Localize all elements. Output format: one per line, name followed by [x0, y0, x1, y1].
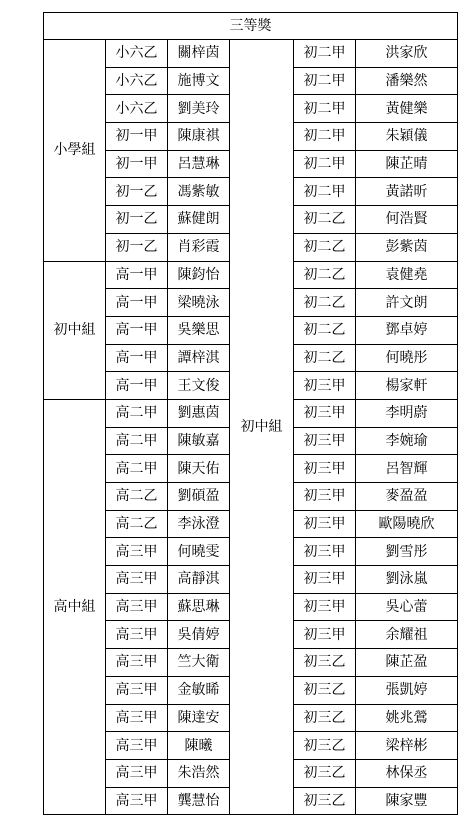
left-class-cell: 高三甲	[106, 732, 168, 760]
left-class-cell: 小六乙	[106, 67, 168, 95]
award-table	[43, 12, 458, 815]
right-class-cell: 初二甲	[294, 178, 356, 206]
right-class-cell: 初三甲	[294, 510, 356, 538]
left-name-cell: 蘇健朗	[168, 206, 230, 234]
right-name-cell: 鄧卓婷	[356, 316, 458, 344]
left-name-cell: 朱浩然	[168, 759, 230, 787]
left-name-cell: 金敏睎	[168, 676, 230, 704]
left-class-cell: 初一乙	[106, 178, 168, 206]
right-class-cell: 初二乙	[294, 289, 356, 317]
left-name-cell: 譚梓淇	[168, 344, 230, 372]
left-name-cell: 關梓茵	[168, 40, 230, 68]
left-class-cell: 高一甲	[106, 289, 168, 317]
left-name-cell: 蘇思琳	[168, 593, 230, 621]
right-name-cell: 袁健堯	[356, 261, 458, 289]
left-class-cell: 高三甲	[106, 759, 168, 787]
left-class-cell: 高一甲	[106, 344, 168, 372]
left-name-cell: 龔慧怡	[168, 787, 230, 815]
left-class-cell: 初一甲	[106, 123, 168, 151]
left-class-cell: 高二甲	[106, 399, 168, 427]
right-class-cell: 初三乙	[294, 676, 356, 704]
right-class-cell: 初三乙	[294, 787, 356, 815]
right-name-cell: 彭紫茵	[356, 233, 458, 261]
left-name-cell: 竺大衛	[168, 649, 230, 677]
left-class-cell: 高三甲	[106, 676, 168, 704]
right-class-cell: 初二甲	[294, 67, 356, 95]
left-class-cell: 高一甲	[106, 261, 168, 289]
right-name-cell: 呂智輝	[356, 455, 458, 483]
right-class-cell: 初三甲	[294, 455, 356, 483]
left-class-cell: 小六乙	[106, 40, 168, 68]
right-class-cell: 初二甲	[294, 150, 356, 178]
right-name-cell: 劉泳嵐	[356, 566, 458, 594]
right-class-cell: 初二乙	[294, 233, 356, 261]
left-class-cell: 高三甲	[106, 593, 168, 621]
left-name-cell: 施博文	[168, 67, 230, 95]
right-name-cell: 陳芷盈	[356, 649, 458, 677]
left-class-cell: 高二甲	[106, 455, 168, 483]
title-row	[44, 13, 458, 40]
right-class-cell: 初三甲	[294, 593, 356, 621]
right-name-cell: 黃諾昕	[356, 178, 458, 206]
left-class-cell: 高三甲	[106, 704, 168, 732]
right-name-cell: 余耀祖	[356, 621, 458, 649]
right-name-cell: 黃健樂	[356, 95, 458, 123]
right-class-cell: 初二乙	[294, 344, 356, 372]
right-name-cell: 張凱婷	[356, 676, 458, 704]
left-class-cell: 高三甲	[106, 649, 168, 677]
right-class-cell: 初二乙	[294, 261, 356, 289]
award-title: 三等獎	[44, 13, 458, 40]
left-class-cell: 初一乙	[106, 233, 168, 261]
left-name-cell: 馮紫敏	[168, 178, 230, 206]
left-name-cell: 劉美玲	[168, 95, 230, 123]
right-class-cell: 初三甲	[294, 621, 356, 649]
right-name-cell: 劉雪彤	[356, 538, 458, 566]
left-class-cell: 小六乙	[106, 95, 168, 123]
right-group-label: 初中組	[230, 40, 294, 815]
left-class-cell: 高二乙	[106, 483, 168, 511]
left-name-cell: 劉惠茵	[168, 399, 230, 427]
right-name-cell: 洪家欣	[356, 40, 458, 68]
right-class-cell: 初二甲	[294, 95, 356, 123]
right-name-cell: 朱穎儀	[356, 123, 458, 151]
left-name-cell: 高靜淇	[168, 566, 230, 594]
left-name-cell: 劉碩盈	[168, 483, 230, 511]
left-name-cell: 王文俊	[168, 372, 230, 400]
right-class-cell: 初二甲	[294, 123, 356, 151]
right-class-cell: 初三乙	[294, 704, 356, 732]
right-class-cell: 初三甲	[294, 372, 356, 400]
right-name-cell: 何浩賢	[356, 206, 458, 234]
left-name-cell: 梁曉泳	[168, 289, 230, 317]
left-group-label: 小學組	[44, 40, 106, 262]
right-name-cell: 麥盈盈	[356, 483, 458, 511]
left-class-cell: 高三甲	[106, 621, 168, 649]
left-name-cell: 吳樂思	[168, 316, 230, 344]
left-name-cell: 陳曦	[168, 732, 230, 760]
left-class-cell: 初一甲	[106, 150, 168, 178]
left-class-cell: 初一乙	[106, 206, 168, 234]
left-name-cell: 呂慧琳	[168, 150, 230, 178]
left-class-cell: 高三甲	[106, 787, 168, 815]
left-class-cell: 高三甲	[106, 538, 168, 566]
right-class-cell: 初二乙	[294, 316, 356, 344]
right-name-cell: 何曉彤	[356, 344, 458, 372]
right-class-cell: 初三甲	[294, 427, 356, 455]
left-class-cell: 高二甲	[106, 427, 168, 455]
left-group-label: 初中組	[44, 261, 106, 399]
right-class-cell: 初三乙	[294, 649, 356, 677]
left-class-cell: 高一甲	[106, 316, 168, 344]
right-name-cell: 陳芷晴	[356, 150, 458, 178]
right-class-cell: 初三甲	[294, 566, 356, 594]
right-name-cell: 許文朗	[356, 289, 458, 317]
left-name-cell: 陳敏嘉	[168, 427, 230, 455]
right-class-cell: 初三甲	[294, 538, 356, 566]
left-group-label: 高中組	[44, 399, 106, 814]
left-class-cell: 高三甲	[106, 566, 168, 594]
right-class-cell: 初三甲	[294, 483, 356, 511]
left-name-cell: 吳倩婷	[168, 621, 230, 649]
left-name-cell: 陳天佑	[168, 455, 230, 483]
right-class-cell: 初三乙	[294, 732, 356, 760]
left-class-cell: 高一甲	[106, 372, 168, 400]
left-name-cell: 李泳澄	[168, 510, 230, 538]
right-name-cell: 吳心蕾	[356, 593, 458, 621]
right-name-cell: 楊家軒	[356, 372, 458, 400]
left-name-cell: 陳達安	[168, 704, 230, 732]
right-class-cell: 初二甲	[294, 40, 356, 68]
right-name-cell: 姚兆鶯	[356, 704, 458, 732]
award-table-body	[44, 13, 458, 815]
right-name-cell: 陳家豐	[356, 787, 458, 815]
right-class-cell: 初二乙	[294, 206, 356, 234]
right-class-cell: 初三乙	[294, 759, 356, 787]
left-name-cell: 陳鈞怡	[168, 261, 230, 289]
left-class-cell: 高二乙	[106, 510, 168, 538]
right-name-cell: 李明蔚	[356, 399, 458, 427]
right-class-cell: 初三甲	[294, 399, 356, 427]
right-name-cell: 梁梓彬	[356, 732, 458, 760]
left-name-cell: 肖彩霞	[168, 233, 230, 261]
right-name-cell: 潘樂然	[356, 67, 458, 95]
right-name-cell: 林保丞	[356, 759, 458, 787]
right-name-cell: 李婉瑜	[356, 427, 458, 455]
left-name-cell: 何曉雯	[168, 538, 230, 566]
table-row	[44, 40, 458, 68]
left-name-cell: 陳康祺	[168, 123, 230, 151]
right-name-cell: 歐陽曉欣	[356, 510, 458, 538]
